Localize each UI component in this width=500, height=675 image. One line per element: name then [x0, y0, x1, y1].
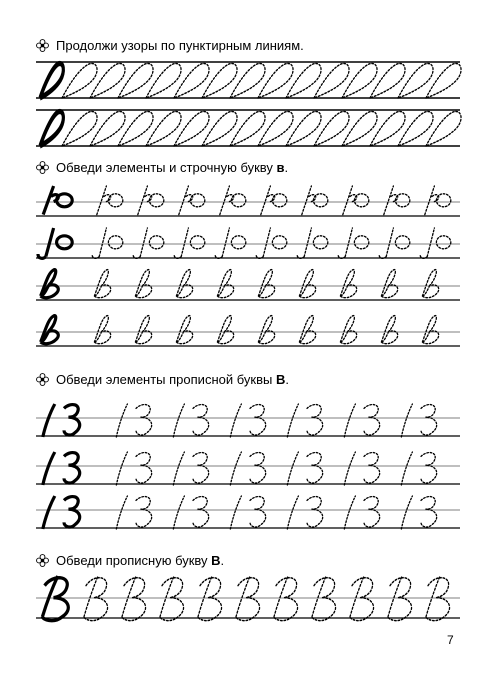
dotted-loop [90, 63, 125, 98]
dotted-three [193, 453, 209, 483]
dotted-loop [426, 111, 461, 146]
dotted-loop [286, 111, 321, 146]
dotted-letter [133, 228, 147, 258]
dotted-stick [344, 404, 355, 437]
dotted-loop [398, 111, 433, 146]
task-2-text: Обведи элементы и строчную букву [56, 160, 277, 175]
dotted-loop [314, 63, 349, 98]
dotted-loop [202, 111, 237, 146]
dotted-three [136, 405, 152, 435]
dotted-letter [149, 236, 163, 249]
dotted-loop [118, 63, 153, 98]
dotted-letter [94, 316, 110, 344]
dotted-loop [174, 63, 209, 98]
dotted-letter [108, 236, 122, 249]
task-4-heading: Обведи прописную букву В. [36, 553, 224, 568]
dotted-letter [258, 316, 274, 344]
dotted-letter [176, 270, 192, 298]
dotted-letter [381, 316, 397, 344]
dotted-letter [340, 316, 356, 344]
dotted-stick [401, 404, 412, 437]
model-letter [41, 270, 59, 298]
dotted-loop [258, 63, 293, 98]
dotted-stick [401, 496, 412, 529]
dotted-three [250, 453, 266, 483]
dotted-capital-letter [426, 576, 450, 621]
dotted-three [136, 497, 152, 527]
dotted-letter [395, 194, 409, 207]
dotted-three [307, 405, 323, 435]
dotted-letter [379, 228, 393, 258]
model-loop [40, 111, 63, 146]
dotted-letter [258, 270, 274, 298]
dotted-capital-letter [236, 576, 260, 621]
dotted-stick [287, 452, 298, 485]
dotted-letter [94, 270, 110, 298]
dotted-letter [135, 316, 151, 344]
dotted-loop [146, 111, 181, 146]
dotted-letter [395, 236, 409, 249]
dotted-stick [344, 496, 355, 529]
dotted-loop [62, 111, 97, 146]
dotted-three [421, 497, 437, 527]
dotted-stick [173, 404, 184, 437]
task-2-letter: в [276, 160, 285, 175]
model-three [64, 497, 80, 527]
dotted-capital-letter [198, 576, 222, 621]
dotted-three [421, 453, 437, 483]
dotted-letter [215, 228, 229, 258]
dotted-letter [272, 194, 286, 207]
dotted-stick [344, 452, 355, 485]
model-three [64, 453, 80, 483]
model-stick [43, 452, 55, 485]
dotted-loop [202, 63, 237, 98]
model-three [64, 405, 80, 435]
dotted-letter [354, 194, 368, 207]
dotted-three [193, 405, 209, 435]
dotted-letter [217, 270, 233, 298]
dotted-loop [370, 63, 405, 98]
dotted-capital-letter [274, 576, 298, 621]
dotted-letter [340, 270, 356, 298]
dotted-letter [92, 228, 106, 258]
model-letter [38, 228, 54, 258]
dotted-loop [90, 111, 125, 146]
dotted-stick [116, 404, 127, 437]
dotted-capital-letter [84, 576, 108, 621]
dotted-three [307, 497, 323, 527]
dotted-loop [398, 63, 433, 98]
dotted-three [364, 453, 380, 483]
model-loop [40, 63, 63, 98]
dotted-three [136, 453, 152, 483]
dotted-loop [314, 111, 349, 146]
dotted-three [364, 497, 380, 527]
dotted-letter [176, 316, 192, 344]
dotted-letter [381, 270, 397, 298]
dotted-loop [230, 111, 265, 146]
dotted-letter [231, 194, 245, 207]
dotted-letter [299, 270, 315, 298]
dotted-loop [370, 111, 405, 146]
dotted-capital-letter [350, 576, 374, 621]
dotted-letter [436, 236, 450, 249]
dotted-three [193, 497, 209, 527]
dotted-letter [174, 228, 188, 258]
dotted-letter [422, 270, 438, 298]
dotted-letter [149, 194, 163, 207]
dotted-letter [436, 194, 450, 207]
dotted-stick [230, 404, 241, 437]
task-4-letter: В [211, 553, 221, 568]
task-2-heading: Обведи элементы и строчную букву в. [36, 160, 288, 175]
model-letter [57, 194, 73, 207]
dotted-letter [313, 236, 327, 249]
dotted-letter [256, 228, 270, 258]
task-3-heading: Обведи элементы прописной буквы В. [36, 372, 289, 387]
dotted-loop [426, 63, 461, 98]
dotted-three [250, 405, 266, 435]
dotted-loop [286, 63, 321, 98]
dotted-three [307, 453, 323, 483]
dotted-stick [287, 404, 298, 437]
dotted-loop [62, 63, 97, 98]
dotted-letter [354, 236, 368, 249]
dotted-capital-letter [160, 576, 184, 621]
dotted-capital-letter [312, 576, 336, 621]
dotted-stick [401, 452, 412, 485]
dotted-letter [108, 194, 122, 207]
model-capital-letter [42, 576, 68, 621]
task-3-letter: В [275, 372, 286, 387]
dotted-capital-letter [122, 576, 146, 621]
dotted-three [364, 405, 380, 435]
dotted-loop [118, 111, 153, 146]
dotted-letter [420, 228, 434, 258]
model-letter [41, 316, 59, 344]
dotted-stick [287, 496, 298, 529]
model-stick [43, 404, 55, 437]
dotted-three [250, 497, 266, 527]
dotted-loop [258, 111, 293, 146]
dotted-loop [174, 111, 209, 146]
dotted-letter [338, 228, 352, 258]
dotted-letter [422, 316, 438, 344]
dotted-loop [230, 63, 265, 98]
dotted-stick [116, 496, 127, 529]
dotted-letter [313, 194, 327, 207]
dotted-loop [342, 63, 377, 98]
dotted-letter [217, 316, 233, 344]
dotted-stick [230, 452, 241, 485]
task-3-text: Обведи элементы прописной буквы [56, 372, 276, 387]
dotted-letter [190, 194, 204, 207]
task-4-text: Обведи прописную букву [56, 553, 212, 568]
dotted-stick [173, 452, 184, 485]
dotted-stick [116, 452, 127, 485]
dotted-letter [272, 236, 286, 249]
dotted-loop [146, 63, 181, 98]
dotted-three [421, 405, 437, 435]
model-letter [57, 236, 73, 249]
dotted-stick [230, 496, 241, 529]
dotted-stick [173, 496, 184, 529]
page-number: 7 [447, 633, 454, 647]
dotted-letter [190, 236, 204, 249]
task-1-text: Продолжи узоры по пунктирным линиям. [56, 38, 304, 53]
dotted-letter [299, 316, 315, 344]
dotted-letter [231, 236, 245, 249]
dotted-letter [297, 228, 311, 258]
dotted-capital-letter [388, 576, 412, 621]
dotted-loop [342, 111, 377, 146]
model-stick [43, 496, 55, 529]
dotted-letter [135, 270, 151, 298]
